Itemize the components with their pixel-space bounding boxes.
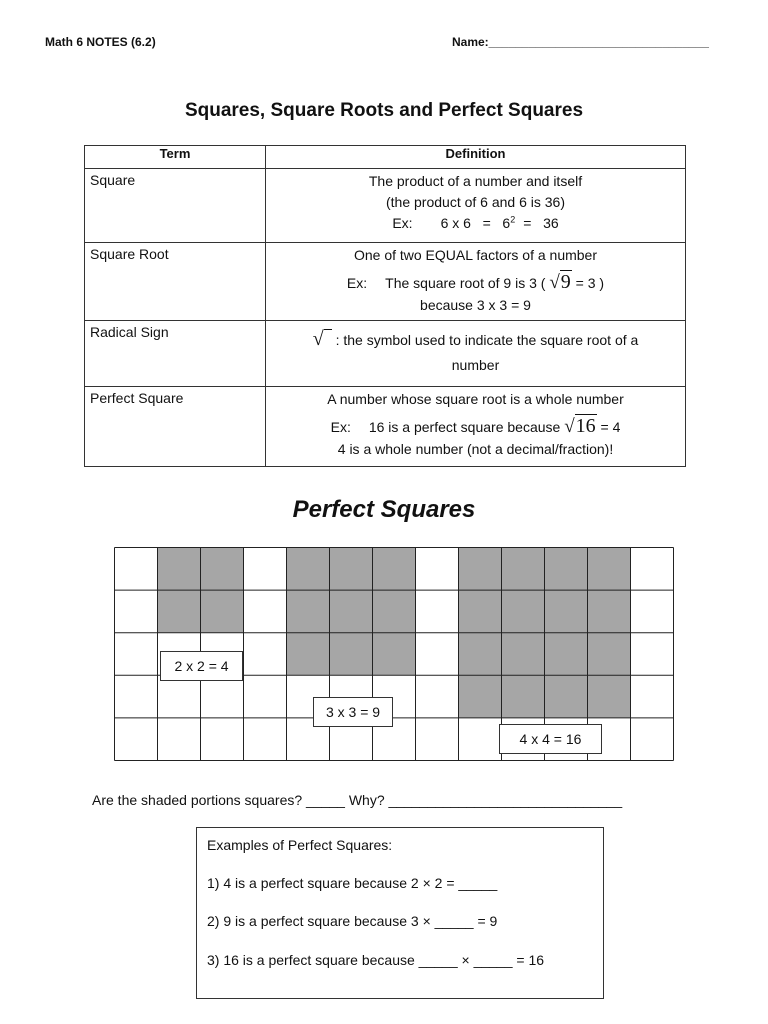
radical-sign-icon: √ (564, 416, 575, 437)
table-row (85, 321, 686, 387)
definition-square (266, 169, 686, 243)
definition-line: (the product of 6 and 6 is 36) (386, 194, 565, 210)
examples-box (196, 827, 604, 999)
example-item: 1) 4 is a perfect square because 2 × 2 = _____ (207, 875, 498, 891)
perfect-squares-heading: Perfect Squares (292, 496, 476, 523)
example-line: Ex: The square root of 9 is 3 ( √9 = 3 ) (346, 271, 605, 293)
table-row (85, 169, 686, 243)
table-row (85, 387, 686, 467)
calc-label-2x2: 2 x 2 = 4 (160, 651, 243, 681)
example-item: 3) 16 is a perfect square because _____ × _____ = 16 (207, 952, 545, 968)
radical-sign-icon: √ (313, 328, 332, 350)
terms-table (84, 145, 686, 467)
header-term: Term (85, 146, 266, 169)
table-header-row (85, 146, 686, 169)
definition-radical-sign: √ : the symbol used to indicate the square root of a number (266, 321, 686, 387)
example-line: Ex: 16 is a perfect square because √16 = 4 (330, 415, 621, 437)
definition-line: The product of a number and itself (368, 173, 583, 189)
definition-line: A number whose square root is a whole number (327, 391, 624, 407)
radical-sign-icon: √ (549, 272, 560, 293)
shaded-question: Are the shaded portions squares? _____ Why? ______________________________ (92, 792, 623, 808)
header-definition: Definition (266, 146, 686, 169)
page-title: Squares, Square Roots and Perfect Squares (184, 100, 584, 121)
definition-square-root (266, 243, 686, 321)
exponent: 2 (510, 214, 516, 225)
example-line: Ex: 6 x $6 = 6^2 = 36$ (392, 214, 559, 231)
examples-heading: Examples of Perfect Squares: (207, 837, 393, 853)
definition-line: One of two EQUAL factors of a number (353, 247, 598, 263)
example-item: 2) 9 is a perfect square because 3 × _____ = 9 (207, 913, 498, 929)
definition-line: because 3 x 3 = 9 (420, 297, 531, 313)
radical-expression: √16 (564, 415, 596, 437)
shaded-square-3x3 (287, 548, 416, 676)
term-square: Square (85, 169, 266, 243)
term-square-root: Square Root (85, 243, 266, 321)
calc-label-3x3: 3 x 3 = 9 (313, 697, 393, 727)
radical-expression: √9 (549, 271, 571, 293)
name-field-label: Name:_________________________________ (452, 35, 709, 49)
definition-perfect-square (266, 387, 686, 467)
course-title: Math 6 NOTES (6.2) (45, 35, 156, 49)
term-radical-sign: Radical Sign (85, 321, 266, 387)
table-row (85, 243, 686, 321)
definition-line: 4 is a whole number (not a decimal/fraction)! (337, 441, 614, 457)
term-perfect-square: Perfect Square (85, 387, 266, 467)
calc-label-4x4: 4 x 4 = 16 (499, 724, 602, 754)
